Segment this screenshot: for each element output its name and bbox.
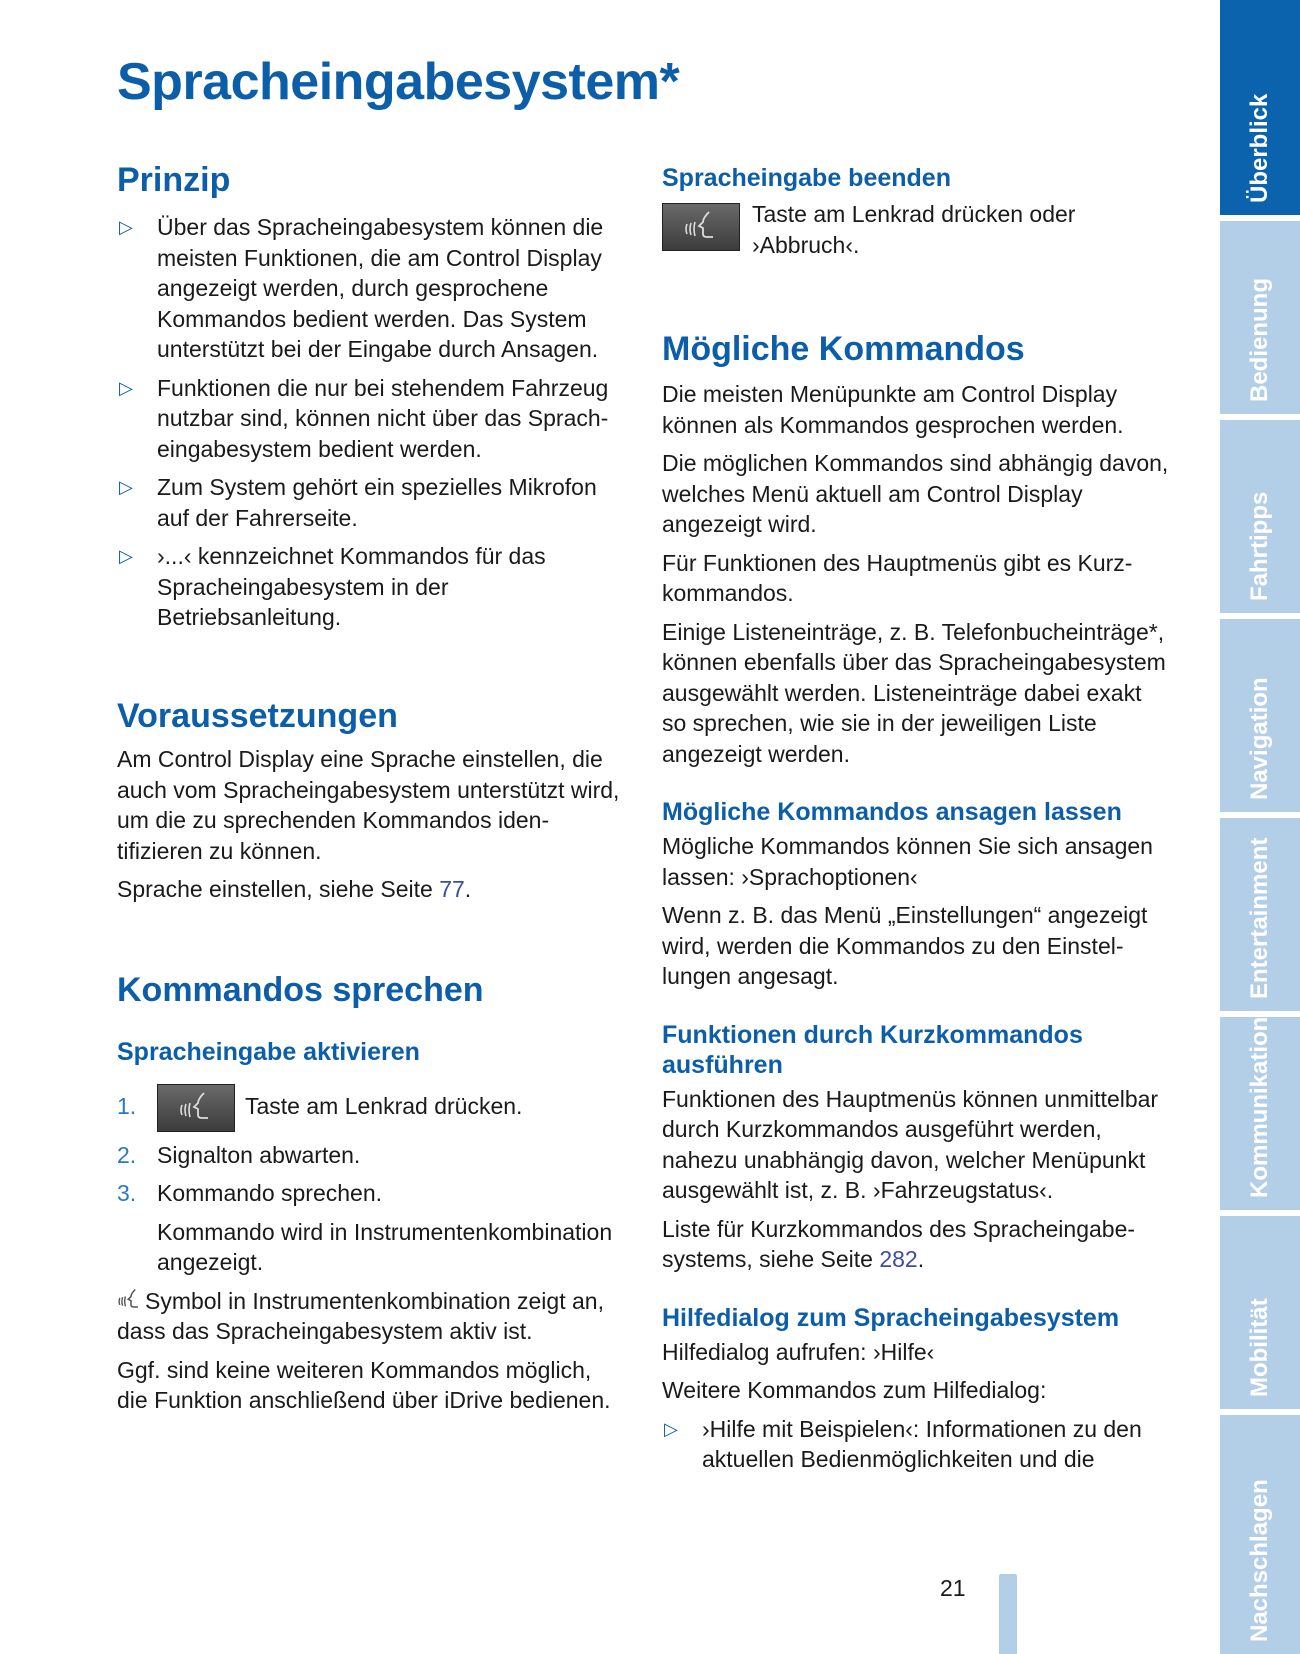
page-link[interactable]: 282 [879, 1246, 918, 1272]
paragraph: Am Control Display eine Sprache einstellen, die auch vom Spracheingabesystem unterstützt wird, um die zu sprechenden Kommandos identifizieren zu können. [117, 746, 620, 864]
tab-ueberblick[interactable] [1220, 0, 1300, 215]
step-number: 3. [117, 1180, 137, 1207]
list-item-text: Funktionen die nur bei stehendem Fahrzeug nutzbar sind, können nicht über das Spracheingabesystem bedient werden. [157, 374, 609, 462]
subheading-beenden: Spracheingabe beenden [662, 164, 951, 192]
triangle-bullet-icon: ▷ [119, 477, 133, 497]
step-note: Kommando wird in Instrumentenkombination angezeigt. [157, 1218, 613, 1276]
heading-kommandos-sprechen: Kommandos sprechen [117, 971, 484, 1009]
step-number: 2. [117, 1141, 137, 1168]
text: . [464, 876, 472, 902]
paragraph: Die möglichen Kommandos sind abhängig davon, welches Menü aktuell am Control Display angezeigt wird. [662, 450, 1169, 537]
step-item [117, 1083, 627, 1132]
page-number: 21 [940, 1575, 966, 1601]
text: . [917, 1246, 925, 1272]
step-item [117, 1140, 627, 1171]
tab-label: Bedienung [1246, 278, 1273, 402]
text: Symbol in Instrumentenkombination zeigt an, dass das Spracheingabesystem aktiv ist. [117, 1287, 604, 1345]
page-link[interactable]: 77 [439, 876, 465, 902]
tab-bedienung[interactable] [1220, 221, 1300, 414]
voice-button-image [157, 1084, 235, 1132]
paragraph: Funktionen des Hauptmenüs können unmittelbar durch Kurzkommandos ausgeführt werden, nahezu unabhängig davon, welcher Menüpunkt ausgewählt ist, z. B. ›Fahrzeugstatus‹. [662, 1085, 1159, 1203]
step-item [117, 1178, 627, 1209]
tab-label: Überblick [1246, 93, 1273, 203]
step-text: Taste am Lenkrad drücken. [245, 1093, 523, 1119]
triangle-bullet-icon: ▷ [119, 546, 133, 566]
step-number: 1. [117, 1093, 137, 1119]
voice-button-image [662, 203, 740, 251]
tab-entertainment[interactable] [1220, 818, 1300, 1011]
paragraph [117, 1286, 627, 1347]
list-item-text: ›Hilfe mit Beispielen‹: Informationen zu den aktuellen Bedienmöglichkeiten und die [702, 1415, 1142, 1472]
tab-label: Mobilität [1246, 1298, 1273, 1397]
subheading-ansagen: Mögliche Kommandos ansagen lassen [662, 798, 1122, 826]
list-item-text: ›...‹ kennzeichnet Kommandos für das Spracheingabesystem in der Betriebsanleitung. [157, 543, 546, 630]
list-item-text: Zum System gehört ein spezielles Mikrofon auf der Fahrerseite. [157, 474, 597, 531]
paragraph: Taste am Lenkrad drücken oder ›Abbruch‹. [752, 201, 1076, 258]
tab-navigation[interactable] [1220, 619, 1300, 812]
heading-voraussetzungen: Voraussetzungen [117, 697, 398, 735]
paragraph: Ggf. sind keine weiteren Kommandos möglich, die Funktion anschließend über iDrive bedienen. [117, 1356, 611, 1414]
heading-prinzip: Prinzip [117, 161, 231, 199]
tab-label: Nachschlagen [1246, 1479, 1273, 1642]
step-text: Signalton abwarten. [157, 1141, 361, 1168]
section-beenden [662, 163, 1172, 263]
paragraph: Wenn z. B. das Menü „Einstellungen“ angezeigt wird, werden die Kommandos zu den Einstellungen angesagt. [662, 902, 1148, 989]
hilfe-list [662, 1414, 1172, 1475]
tab-label: Entertainment [1246, 837, 1273, 999]
page-marker-bar [999, 1574, 1017, 1654]
step-text: Kommando sprechen. [157, 1180, 383, 1207]
voice-command-icon [117, 1288, 145, 1312]
paragraph: Mögliche Kommandos können Sie sich ansagen lassen: ›Sprachoptionen‹ [662, 833, 1153, 890]
paragraph: Hilfedialog aufrufen: ›Hilfe‹ [662, 1338, 935, 1365]
tab-label: Fahrtipps [1246, 491, 1273, 601]
section-kommandos-sprechen [117, 970, 627, 1424]
prinzip-list [117, 212, 627, 633]
subheading-aktivieren: Spracheingabe aktivieren [117, 1038, 420, 1066]
paragraph: Weitere Kommandos zum Hilfedialog: [662, 1377, 1047, 1403]
paragraph: Die meisten Menüpunkte am Control Display können als Kommandos gesprochen werden. [662, 381, 1124, 438]
beenden-row [662, 199, 1172, 263]
tab-kommunikation[interactable] [1220, 1017, 1300, 1210]
text: Liste für Kurzkommandos des Spracheingabesystems, siehe Seite [662, 1215, 1136, 1272]
tab-fahrtipps[interactable] [1220, 420, 1300, 613]
text: Sprache einstellen, siehe Seite [117, 876, 440, 902]
section-moegliche-kommandos [662, 329, 1172, 1483]
list-item [117, 373, 627, 465]
voice-command-icon [683, 210, 723, 244]
heading-moegliche-kommandos: Mögliche Kommandos [662, 330, 1025, 368]
tab-mobilitaet[interactable] [1220, 1216, 1300, 1409]
subheading-hilfedialog: Hilfedialog zum Spracheingabesystem [662, 1303, 1120, 1332]
triangle-bullet-icon: ▷ [119, 377, 133, 398]
page-title: Spracheingabesystem* [117, 53, 680, 111]
list-item [117, 212, 627, 365]
section-voraussetzungen [117, 696, 627, 913]
triangle-bullet-icon: ▷ [119, 217, 133, 237]
triangle-bullet-icon: ▷ [664, 1418, 678, 1439]
tab-nachschlagen[interactable] [1220, 1415, 1300, 1654]
paragraph [117, 874, 627, 905]
tab-label: Kommunikation [1246, 1016, 1273, 1198]
paragraph [662, 1214, 1172, 1275]
voice-command-icon [178, 1091, 218, 1125]
list-item [662, 1414, 1172, 1475]
steps-list [117, 1083, 627, 1209]
list-item [117, 541, 627, 633]
list-item [117, 472, 627, 533]
section-prinzip [117, 160, 627, 641]
tab-label: Navigation [1246, 677, 1273, 800]
list-item-text: Über das Spracheingabesystem können die meisten Funktionen, die am Control Display angezeigt werden, durch gesprochene Kommandos bedient werden. Das System unterstützt bei der Eingabe durch Ansagen. [157, 214, 604, 362]
paragraph: Einige Listeneinträge, z. B. Telefonbucheinträge*, können ebenfalls über das Spracheingabesystem ausgewählt werden. Listeneinträge dabei exakt so sprechen, wie sie in der jeweiligen Liste angezeigt werden. [662, 618, 1166, 767]
paragraph: Für Funktionen des Hauptmenüs gibt es Kurzkommandos. [662, 549, 1133, 606]
subheading-kurzkommandos: Funktionen durch Kurzkommandos ausführen [662, 1020, 1083, 1079]
